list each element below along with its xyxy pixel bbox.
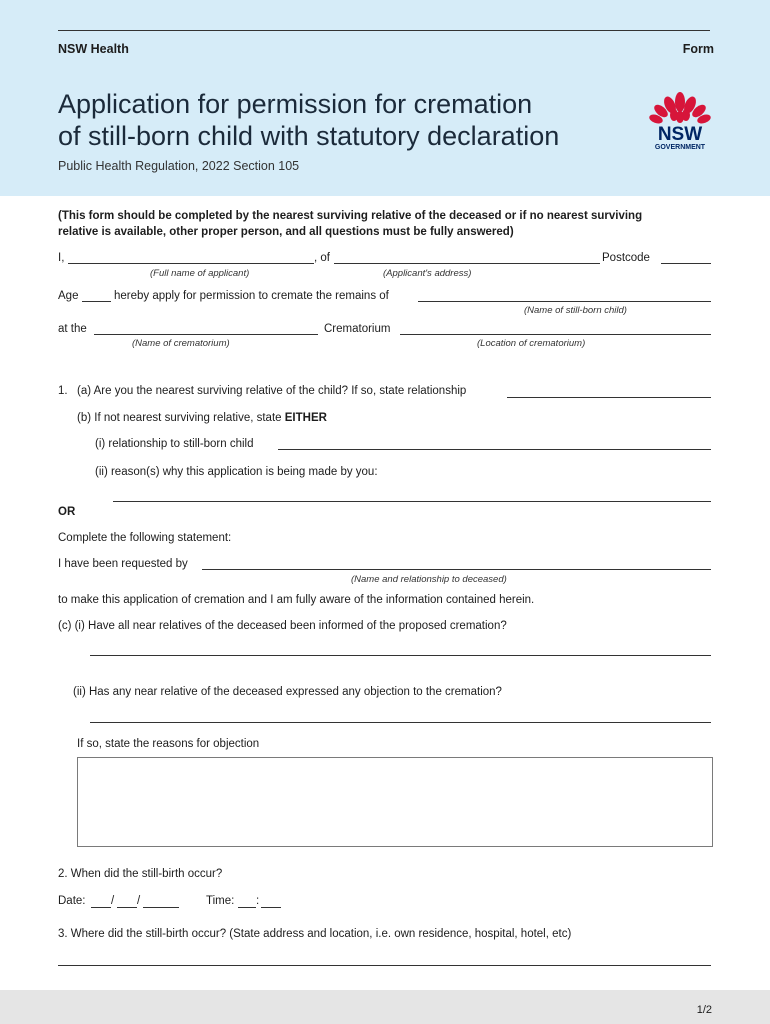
applicant-name-field[interactable] bbox=[68, 263, 314, 264]
q1-number: 1. bbox=[58, 385, 68, 397]
q1c-i-text: (c) (i) Have all near relatives of the deceased been informed of the proposed cremation? bbox=[58, 620, 507, 632]
q1c-ii-field[interactable] bbox=[90, 722, 711, 723]
logo-sub: GOVERNMENT bbox=[654, 144, 706, 151]
time-label: Time: bbox=[206, 895, 235, 907]
org-name: NSW Health bbox=[58, 42, 129, 56]
q1c-i-field[interactable] bbox=[90, 655, 711, 656]
applicant-name-caption: (Full name of applicant) bbox=[150, 268, 250, 279]
footer-band bbox=[0, 990, 770, 1024]
objection-reasons-box[interactable] bbox=[77, 757, 713, 847]
page-title bbox=[58, 88, 618, 152]
date-day-field[interactable] bbox=[91, 907, 111, 908]
or-label: OR bbox=[58, 506, 76, 518]
of-label: , of bbox=[314, 252, 330, 264]
q1b-ii-text: (ii) reason(s) why this application is being made by you: bbox=[95, 466, 378, 478]
intro-line-1: (This form should be completed by the nearest surviving relative of the deceased or if no nearest surviving bbox=[58, 210, 643, 222]
time-minute-field[interactable] bbox=[261, 907, 281, 908]
nsw-government-logo bbox=[648, 86, 712, 157]
postcode-field[interactable] bbox=[661, 263, 711, 264]
objection-label: If so, state the reasons for objection bbox=[77, 738, 260, 750]
header-rule bbox=[58, 30, 710, 31]
applicant-address-caption: (Applicant's address) bbox=[383, 268, 472, 279]
logo-word: NSW bbox=[657, 124, 703, 145]
postcode-label: Postcode bbox=[602, 252, 650, 264]
complete-statement-label: Complete the following statement: bbox=[58, 532, 232, 544]
i-label: I, bbox=[58, 252, 65, 264]
apply-text: hereby apply for permission to cremate the remains of bbox=[114, 290, 389, 302]
requested-by-field[interactable] bbox=[202, 569, 711, 570]
waratah-flower-icon bbox=[648, 86, 712, 152]
intro-line-2: relative is available, other proper person, and all questions must be fully answered) bbox=[58, 226, 514, 238]
at-the-label: at the bbox=[58, 323, 87, 335]
header-band bbox=[0, 0, 770, 196]
crematorium-label: Crematorium bbox=[324, 323, 391, 335]
title-line-1: Application for permission for cremation bbox=[58, 89, 533, 119]
requested-by-caption: (Name and relationship to deceased) bbox=[351, 574, 507, 585]
time-hour-field[interactable] bbox=[238, 907, 256, 908]
date-month-field[interactable] bbox=[117, 907, 137, 908]
q3-text: 3. Where did the still-birth occur? (State address and location, i.e. own residence, hospital, hotel, etc) bbox=[58, 928, 572, 940]
q1b-prefix: (b) If not nearest surviving relative, state bbox=[77, 412, 282, 424]
crematorium-location-caption: (Location of crematorium) bbox=[477, 338, 586, 349]
q1b-text bbox=[77, 411, 327, 425]
requested-by-label: I have been requested by bbox=[58, 558, 188, 570]
applicant-address-field[interactable] bbox=[334, 263, 600, 264]
page-number: 1/2 bbox=[696, 1004, 712, 1016]
aware-statement: to make this application of cremation and I am fully aware of the information contained herein. bbox=[58, 594, 535, 606]
date-label: Date: bbox=[58, 895, 86, 907]
child-name-caption: (Name of still-born child) bbox=[524, 305, 627, 316]
date-separator-1: / bbox=[111, 895, 115, 907]
q1b-i-field[interactable] bbox=[278, 449, 711, 450]
child-name-field[interactable] bbox=[418, 301, 711, 302]
q1b-ii-field[interactable] bbox=[113, 501, 711, 502]
title-line-2: of still-born child with statutory declaration bbox=[58, 121, 560, 151]
q1a-relationship-field[interactable] bbox=[507, 397, 711, 398]
form-label: Form bbox=[682, 42, 714, 56]
time-separator: : bbox=[256, 895, 260, 907]
q1b-i-text: (i) relationship to still-born child bbox=[95, 438, 254, 450]
crematorium-name-field[interactable] bbox=[94, 334, 318, 335]
q1a-text: (a) Are you the nearest surviving relative of the child? If so, state relationship bbox=[77, 385, 467, 397]
q2-text: 2. When did the still-birth occur? bbox=[58, 868, 223, 880]
date-separator-2: / bbox=[137, 895, 141, 907]
date-year-field[interactable] bbox=[143, 907, 179, 908]
q1b-either: EITHER bbox=[284, 412, 327, 424]
page-subtitle: Public Health Regulation, 2022 Section 105 bbox=[58, 159, 300, 173]
age-label: Age bbox=[58, 290, 79, 302]
crematorium-name-caption: (Name of crematorium) bbox=[132, 338, 230, 349]
age-field[interactable] bbox=[82, 301, 111, 302]
q3-location-field[interactable] bbox=[58, 965, 711, 966]
q1c-ii-text: (ii) Has any near relative of the deceased expressed any objection to the cremation? bbox=[73, 686, 502, 698]
crematorium-location-field[interactable] bbox=[400, 334, 711, 335]
